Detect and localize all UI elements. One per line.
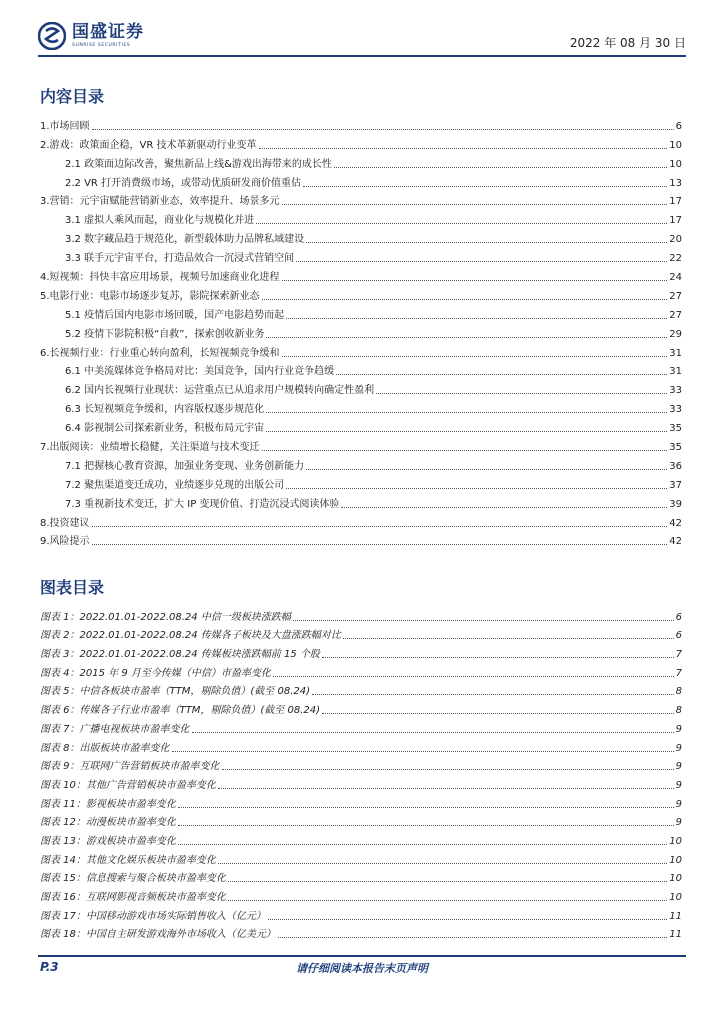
figure-entry-title: 图表 4：2015 年 9 月至今传媒（中信）市盈率变化 — [40, 667, 271, 679]
page-number: P.3 — [40, 960, 59, 974]
toc-entry-title: 7.2 聚焦渠道变迁成功，业绩逐步兑现的出版公司 — [65, 479, 285, 491]
dot-leader — [266, 337, 667, 338]
header-divider — [38, 55, 686, 57]
toc-entry-page: 20 — [669, 234, 682, 246]
toc-entry[interactable] — [40, 133, 682, 152]
toc-entry-title: 6.1 中美流媒体竞争格局对比：美国竞争，国内行业竞争趋缓 — [65, 366, 335, 378]
toc-entry[interactable] — [40, 322, 682, 341]
toc-entry-title: 4.短视频：抖快丰富应用场景，视频号加速商业化进程 — [40, 272, 280, 284]
toc-entry-title: 6.3 长短视频竞争缓和，内容版权逐步规范化 — [65, 404, 265, 416]
dot-leader — [266, 412, 667, 413]
logo-chinese-name: 国盛证券 — [72, 22, 144, 42]
figure-entry-title: 图表 6：传媒各子行业市盈率（TTM，剔除负值）(截至 08.24) — [40, 705, 320, 717]
report-date: 2022 年 08 月 30 日 — [569, 36, 686, 50]
toc-entry-page: 22 — [669, 253, 682, 265]
toc-entry-title: 5.电影行业：电影市场逐步复苏，影院探索新业态 — [40, 290, 260, 302]
dot-leader — [334, 167, 667, 168]
dot-leader — [192, 732, 674, 733]
figure-entry-page: 9 — [675, 779, 682, 791]
dot-leader — [312, 694, 674, 695]
toc-entry-page: 13 — [669, 177, 682, 189]
figure-entry-title: 图表 17：中国移动游戏市场实际销售收入（亿元） — [40, 910, 266, 922]
figure-entry-page: 10 — [669, 892, 682, 903]
figure-entry-title: 图表 8：出版板块市盈率变化 — [40, 742, 170, 754]
figure-entry-page: 10 — [669, 835, 682, 847]
toc-entry-page: 31 — [669, 366, 682, 378]
toc-entry[interactable] — [40, 454, 682, 473]
toc-entry[interactable] — [40, 397, 682, 416]
dot-leader — [178, 807, 674, 808]
dot-leader — [293, 620, 674, 621]
toc-entry-page: 6 — [675, 120, 682, 132]
dot-leader — [222, 769, 674, 770]
toc-entry-title: 7.出版阅读：业绩增长稳健，关注渠道与技术变迁 — [40, 442, 260, 454]
figure-entry-title: 图表 14：其他文化娱乐板块市盈率变化 — [40, 854, 216, 866]
toc-entry-title: 2.2 VR 打开消费级市场，或带动优质研发商价值重估 — [65, 177, 302, 189]
figure-entry-title: 图表 13：游戏板块市盈率变化 — [40, 835, 176, 847]
dot-leader — [92, 129, 674, 130]
toc-entry[interactable] — [40, 473, 682, 492]
toc-entry[interactable] — [40, 227, 682, 246]
toc-entry-title: 9.风险提示 — [40, 536, 90, 548]
toc-entry-title: 1.市场回顾 — [40, 120, 90, 132]
toc-entry-title: 7.1 把握核心教育资源，加强业务变现、业务创新能力 — [65, 460, 305, 472]
toc-entry[interactable] — [40, 246, 682, 265]
figure-entry-title: 图表 11：影视板块市盈率变化 — [40, 798, 176, 810]
figure-entry-page: 11 — [669, 929, 682, 941]
figure-entry-title: 图表 7：广播电视板块市盈率变化 — [40, 723, 190, 735]
toc-entry-page: 35 — [669, 423, 682, 435]
dot-leader — [268, 919, 667, 920]
dot-leader — [296, 261, 667, 262]
dot-leader — [178, 844, 667, 845]
toc-entry[interactable] — [40, 171, 682, 190]
toc-entry[interactable] — [40, 435, 682, 454]
toc-entry-page: 17 — [669, 196, 682, 208]
toc-entry[interactable] — [40, 265, 682, 284]
toc-entry[interactable] — [40, 303, 682, 322]
dot-leader — [336, 374, 667, 375]
dot-leader — [282, 356, 668, 357]
figure-entry-title: 图表 2：2022.01.01-2022.08.24 传媒各子板块及大盘涨跌幅对比 — [40, 630, 341, 642]
figure-entry[interactable] — [40, 829, 682, 848]
toc-entry-title: 5.2 疫情下影院积极“自救”，探索创收新业务 — [65, 328, 265, 340]
company-logo-icon — [38, 22, 66, 50]
toc-entry[interactable] — [40, 208, 682, 227]
toc-entry-title: 3.营销：元宇宙赋能营销新业态，效率提升、场景多元 — [40, 196, 280, 208]
toc-entry-page: 35 — [669, 442, 682, 454]
table-of-contents — [40, 114, 682, 548]
figure-entry-title: 图表 16：互联网影视音频板块市盈率变化 — [40, 892, 226, 903]
figure-entry-page: 9 — [675, 761, 682, 773]
toc-entry-page: 37 — [669, 479, 682, 491]
figure-entry-page: 10 — [669, 854, 682, 866]
dot-leader — [259, 148, 668, 149]
footer-divider — [38, 955, 686, 957]
dot-leader — [178, 825, 674, 826]
dot-leader — [228, 881, 667, 882]
figures-title: 图表目录 — [40, 578, 105, 597]
dot-leader — [341, 507, 667, 508]
toc-entry[interactable] — [40, 284, 682, 303]
toc-entry[interactable] — [40, 114, 682, 133]
dot-leader — [303, 186, 667, 187]
company-logo — [38, 20, 144, 52]
figure-entry[interactable] — [40, 624, 682, 643]
figure-entry-title: 图表 15：信息搜索与聚合板块市盈率变化 — [40, 873, 226, 885]
toc-entry[interactable] — [40, 378, 682, 397]
figure-entry-page: 8 — [675, 705, 682, 717]
figure-entry-page: 9 — [675, 817, 682, 829]
toc-entry-page: 31 — [669, 347, 682, 359]
toc-entry-title: 6.2 国内长视频行业现状：运营重点已从追求用户规模转向确定性盈利 — [65, 385, 375, 397]
figure-entry-page: 8 — [675, 686, 682, 698]
figure-entry-page: 11 — [669, 910, 682, 922]
toc-title: 内容目录 — [40, 87, 105, 106]
toc-entry-title: 3.2 数字藏品趋于规范化，新型载体助力品牌私域建设 — [65, 234, 305, 246]
toc-entry[interactable] — [40, 530, 682, 549]
figure-entry[interactable] — [40, 773, 682, 792]
figure-entry[interactable] — [40, 848, 682, 867]
toc-entry-page: 42 — [669, 536, 682, 548]
figure-list — [40, 605, 682, 941]
toc-entry-page: 33 — [669, 385, 682, 397]
toc-entry-page: 10 — [669, 139, 682, 151]
dot-leader — [306, 469, 667, 470]
figure-entry-page: 9 — [675, 798, 682, 810]
figure-entry-title: 图表 1：2022.01.01-2022.08.24 中信一级板块涨跌幅 — [40, 611, 291, 623]
figure-entry[interactable] — [40, 661, 682, 680]
dot-leader — [218, 863, 667, 864]
toc-entry[interactable] — [40, 492, 682, 511]
toc-entry-title: 7.3 重视新技术变迁，扩大 IP 变现价值、打造沉浸式阅读体验 — [65, 498, 340, 510]
dot-leader — [262, 450, 668, 451]
figure-entry-page: 7 — [675, 649, 682, 661]
toc-entry-page: 10 — [669, 158, 682, 170]
toc-entry-page: 36 — [669, 460, 682, 472]
figure-entry-title: 图表 18：中国自主研发游戏海外市场收入（亿美元） — [40, 929, 276, 941]
dot-leader — [92, 526, 668, 527]
figure-entry[interactable] — [40, 867, 682, 886]
dot-leader — [286, 318, 667, 319]
figure-entry[interactable] — [40, 680, 682, 699]
dot-leader — [282, 280, 668, 281]
toc-entry-page: 27 — [669, 290, 682, 302]
dot-leader — [218, 788, 674, 789]
toc-entry-page: 39 — [669, 498, 682, 510]
toc-entry[interactable] — [40, 152, 682, 171]
toc-entry-title: 3.3 联手元宇宙平台，打造品效合一沉浸式营销空间 — [65, 253, 295, 265]
figure-entry-page: 9 — [675, 723, 682, 735]
figure-entry-title: 图表 5：中信各板块市盈率（TTM，剔除负值）(截至 08.24) — [40, 686, 310, 698]
dot-leader — [376, 393, 667, 394]
toc-entry-page: 24 — [669, 272, 682, 284]
figure-entry[interactable] — [40, 717, 682, 736]
toc-entry-page: 29 — [669, 328, 682, 340]
footer-disclaimer: 请仔细阅读本报告末页声明 — [296, 962, 428, 975]
figure-entry-title: 图表 12：动漫板块市盈率变化 — [40, 817, 176, 829]
logo-english-name: SUNRISE SECURITIES — [72, 43, 131, 48]
dot-leader — [286, 488, 667, 489]
dot-leader — [92, 544, 668, 545]
toc-entry-title: 3.1 虚拟人乘风而起，商业化与规模化并进 — [65, 215, 255, 227]
figure-entry-title: 图表 3：2022.01.01-2022.08.24 传媒板块涨跌幅前 15 个股 — [40, 649, 320, 661]
toc-entry[interactable] — [40, 511, 682, 530]
figure-entry-page: 9 — [675, 742, 682, 754]
figure-entry-page: 6 — [675, 611, 682, 623]
toc-entry[interactable] — [40, 341, 682, 360]
figure-entry-page: 10 — [669, 873, 682, 885]
dot-leader — [343, 638, 674, 639]
figure-entry[interactable] — [40, 904, 682, 923]
toc-entry-title: 2.游戏：政策面企稳，VR 技术革新驱动行业变革 — [40, 139, 257, 151]
dot-leader — [172, 751, 674, 752]
dot-leader — [228, 900, 667, 901]
dot-leader — [273, 676, 674, 677]
dot-leader — [278, 937, 667, 938]
figure-entry[interactable] — [40, 885, 682, 904]
toc-entry-page: 17 — [669, 215, 682, 227]
dot-leader — [266, 431, 667, 432]
figure-entry-page: 6 — [675, 630, 682, 642]
figure-entry[interactable] — [40, 698, 682, 717]
toc-entry-title: 2.1 政策面边际改善，聚焦新品上线&游戏出海带来的成长性 — [65, 158, 332, 170]
figure-entry[interactable] — [40, 923, 682, 942]
dot-leader — [256, 223, 667, 224]
toc-entry[interactable] — [40, 416, 682, 435]
figure-entry[interactable] — [40, 605, 682, 624]
dot-leader — [322, 713, 674, 714]
toc-entry-page: 27 — [669, 309, 682, 321]
dot-leader — [306, 242, 667, 243]
page-header — [38, 20, 686, 54]
toc-entry-title: 6.长视频行业：行业重心转向盈利，长短视频竞争缓和 — [40, 347, 280, 359]
toc-entry-page: 33 — [669, 404, 682, 416]
dot-leader — [262, 299, 668, 300]
dot-leader — [282, 204, 668, 205]
toc-entry-title: 5.1 疫情后国内电影市场回暖，国产电影趋势而起 — [65, 309, 285, 321]
figure-entry[interactable] — [40, 736, 682, 755]
figure-entry[interactable] — [40, 642, 682, 661]
figure-entry-page: 7 — [675, 667, 682, 679]
figure-entry[interactable] — [40, 811, 682, 830]
toc-entry-title: 6.4 影视制公司探索新业务，积极布局元宇宙 — [65, 423, 265, 435]
toc-entry[interactable] — [40, 360, 682, 379]
dot-leader — [322, 657, 674, 658]
toc-entry-page: 42 — [669, 517, 682, 529]
figure-entry[interactable] — [40, 755, 682, 774]
toc-entry[interactable] — [40, 190, 682, 209]
figure-entry-title: 图表 9：互联网广告营销板块市盈率变化 — [40, 761, 220, 773]
figure-entry[interactable] — [40, 792, 682, 811]
toc-entry-title: 8.投资建议 — [40, 517, 90, 529]
figure-entry-title: 图表 10：其他广告营销板块市盈率变化 — [40, 779, 216, 791]
